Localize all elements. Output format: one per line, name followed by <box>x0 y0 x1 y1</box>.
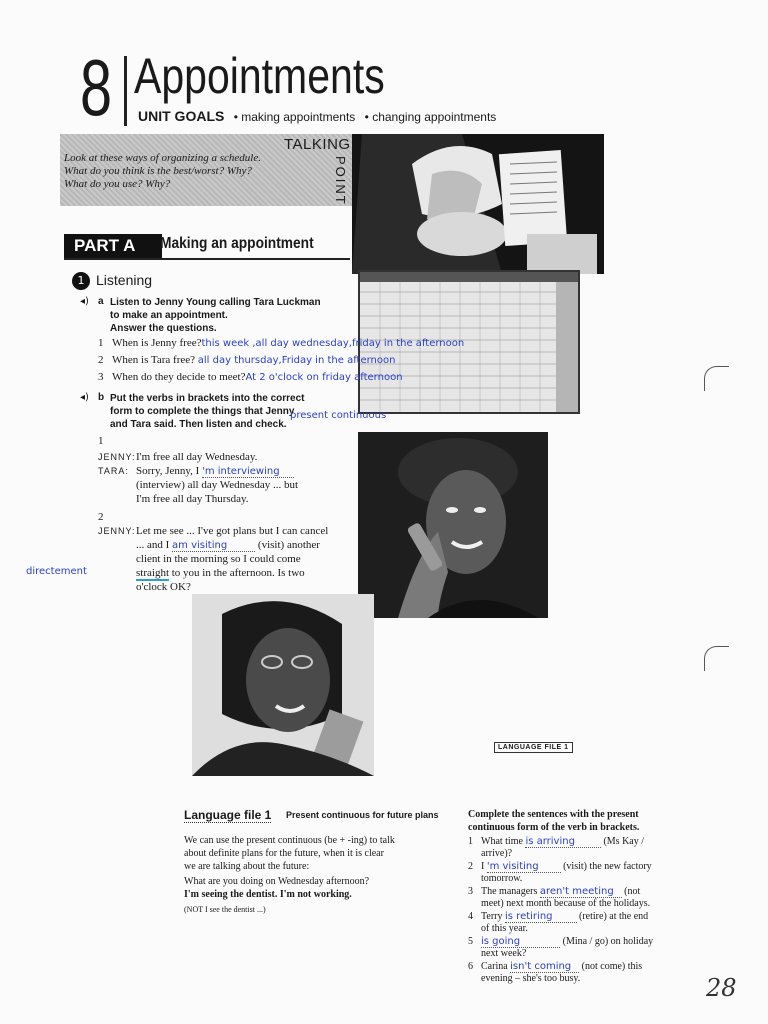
question-number: 2 <box>98 354 104 366</box>
item-continuation: of this year. <box>481 923 528 934</box>
body-line: we are talking about the future: <box>184 861 310 872</box>
instruction-line: continuous form of the verb in brackets. <box>468 822 640 833</box>
question-3 <box>98 370 403 385</box>
item-number: 3 <box>468 886 473 897</box>
question-text: When is Tara free? <box>112 354 196 366</box>
dialogue-line <box>136 566 305 580</box>
item-text: Terry <box>481 911 503 922</box>
exercise-list <box>468 836 698 986</box>
exercise-item <box>468 936 698 960</box>
item-number: 5 <box>468 936 473 947</box>
item-text: What time <box>481 836 523 847</box>
item-number: 4 <box>468 911 473 922</box>
question-number: 1 <box>98 337 104 349</box>
task-b-instructions <box>110 392 305 431</box>
speaker-jenny: JENNY: <box>98 526 136 536</box>
dialogue-line <box>136 464 294 479</box>
exercise-item <box>468 911 698 935</box>
dialogue-line: o'clock OK? <box>136 581 191 593</box>
page-number: 28 <box>706 974 737 1002</box>
body-line: We can use the present continuous (be + -ing) to talk <box>184 835 395 846</box>
unit-number: 8 <box>80 43 113 132</box>
item-text: (retire) at the end <box>579 911 649 922</box>
item-text: I <box>481 861 485 872</box>
task-a-line: to make an appointment. <box>110 310 228 321</box>
item-continuation: meet) next month because of the holidays. <box>481 898 651 909</box>
unit-goal-1: making appointments <box>241 110 356 124</box>
part-rule <box>64 258 350 260</box>
dialogue-line: Let me see ... I've got plans but I can cancel <box>136 525 329 537</box>
item-continuation: arrive)? <box>481 848 513 859</box>
item-number: 1 <box>468 836 473 847</box>
exercise-item <box>468 886 698 910</box>
language-file-tag: LANGUAGE FILE 1 <box>494 742 573 753</box>
unit-goals-label: UNIT GOALS <box>138 108 225 124</box>
dialogue-line: I'm free all day Thursday. <box>136 493 249 505</box>
exercise-item <box>468 861 698 885</box>
item-text: Carina <box>481 961 508 972</box>
item-text: (Ms Kay / <box>603 836 645 847</box>
language-file-note: (NOT I see the dentist ...) <box>184 905 266 914</box>
dialogue-line: I'm free all day Wednesday. <box>136 451 258 463</box>
exercise-item <box>468 961 698 985</box>
body-line: about definite plans for the future, when it is clear <box>184 848 384 859</box>
task-a-instructions <box>110 296 321 335</box>
dialogue-text: to you in the afternoon. Is two <box>171 567 305 579</box>
item-continuation: evening – she's too busy. <box>481 973 581 984</box>
part-label: PART A <box>64 234 162 258</box>
speaker-jenny: JENNY: <box>98 452 136 462</box>
dialogue-text: Sorry, Jenny, I <box>136 465 200 477</box>
exercise-item <box>468 836 698 860</box>
answer-blank: isn't coming <box>510 961 579 973</box>
task-b-line: and Tara said. Then listen and check. <box>110 419 287 430</box>
unit-goal-2: changing appointments <box>372 110 497 124</box>
listening-icon: 1 <box>72 272 90 290</box>
instruction-line: Complete the sentences with the present <box>468 809 639 820</box>
bullet-icon: • <box>364 110 369 124</box>
language-file-body <box>184 834 395 916</box>
talking-point-side-label: POINT <box>333 156 348 206</box>
talking-point-line: Look at these ways of organizing a schedule. <box>64 152 261 164</box>
answer-2: all day thursday,Friday in the afternoon <box>197 355 396 366</box>
task-b-line: form to complete the things that Jenny <box>110 406 295 417</box>
language-file-title: Language file 1 <box>184 808 272 822</box>
language-file-subtitle: Present continuous for future plans <box>286 810 439 820</box>
answer-blank: is going <box>481 936 560 948</box>
talking-point-line: What do you use? Why? <box>64 178 171 190</box>
question-text: When do they decide to meet? <box>112 371 246 383</box>
dialogue-1-number: 1 <box>98 435 104 447</box>
highlighted-word: straight <box>136 567 169 579</box>
exercise-instructions <box>468 808 639 834</box>
item-number: 2 <box>468 861 473 872</box>
dialogue-2-number: 2 <box>98 511 104 523</box>
question-1 <box>98 336 464 351</box>
task-b-note: present continuous <box>290 410 387 421</box>
binder-hole-mark <box>704 646 729 671</box>
talking-point-text <box>64 152 261 191</box>
example-line: I'm seeing the dentist. I'm not working. <box>184 889 352 900</box>
task-a-line: Answer the questions. <box>110 323 217 334</box>
answer-blank: 'm visiting <box>487 861 561 873</box>
part-title: Making an appointment <box>160 235 314 252</box>
unit-goals <box>138 108 496 124</box>
organizer-photo <box>352 134 604 274</box>
item-text: (not <box>624 886 641 897</box>
speaker-tara: TARA: <box>98 466 129 476</box>
bullet-icon: • <box>233 110 238 124</box>
answer-blank: is retiring <box>505 911 577 923</box>
question-text: When is Jenny free? <box>112 337 202 349</box>
unit-title: Appointments <box>134 48 385 104</box>
woman-phone-photo-1 <box>358 432 548 618</box>
task-a-letter: a <box>98 296 104 307</box>
talking-point-line: What do you think is the best/worst? Why? <box>64 165 252 177</box>
dialogue-line <box>136 538 320 553</box>
dialogue-line: client in the morning so I could come <box>136 553 301 565</box>
question-number: 3 <box>98 371 104 383</box>
dialogue-text: ... and I <box>136 539 170 551</box>
item-text: (not come) this <box>581 961 643 972</box>
audio-icon: ◂) <box>80 296 89 307</box>
task-b-line: Put the verbs in brackets into the correct <box>110 393 305 404</box>
item-text: (visit) the new factory <box>563 861 652 872</box>
answer-blank: aren't meeting <box>540 886 622 898</box>
answer-3: At 2 o'clock on friday afternoon <box>245 372 403 383</box>
listening-heading: Listening <box>96 272 153 288</box>
margin-note: directement <box>26 566 87 577</box>
item-text: The managers <box>481 886 538 897</box>
answer-blank: is arriving <box>525 836 601 848</box>
answer-1: this week ,all day wednesday,friday in the afternoon <box>201 338 465 349</box>
answer-blank: am visiting <box>172 540 255 552</box>
binder-hole-mark <box>704 366 729 391</box>
task-b-letter: b <box>98 392 105 403</box>
dialogue-line: (interview) all day Wednesday ... but <box>136 479 299 491</box>
unit-divider <box>124 56 127 126</box>
dialogue-text: (visit) another <box>257 539 320 551</box>
task-a-line: Listen to Jenny Young calling Tara Luckman <box>110 297 321 308</box>
example-line: What are you doing on Wednesday afternoon? <box>184 876 370 887</box>
item-continuation: tomorrow. <box>481 873 523 884</box>
question-2 <box>98 353 395 368</box>
woman-phone-photo-2 <box>192 594 374 776</box>
answer-blank: 'm interviewing <box>202 466 293 478</box>
talking-point-label: TALKING <box>284 136 351 153</box>
item-text: (Mina / go) on holiday <box>562 936 654 947</box>
item-continuation: next week? <box>481 948 527 959</box>
audio-icon: ◂) <box>80 392 89 403</box>
item-number: 6 <box>468 961 473 972</box>
